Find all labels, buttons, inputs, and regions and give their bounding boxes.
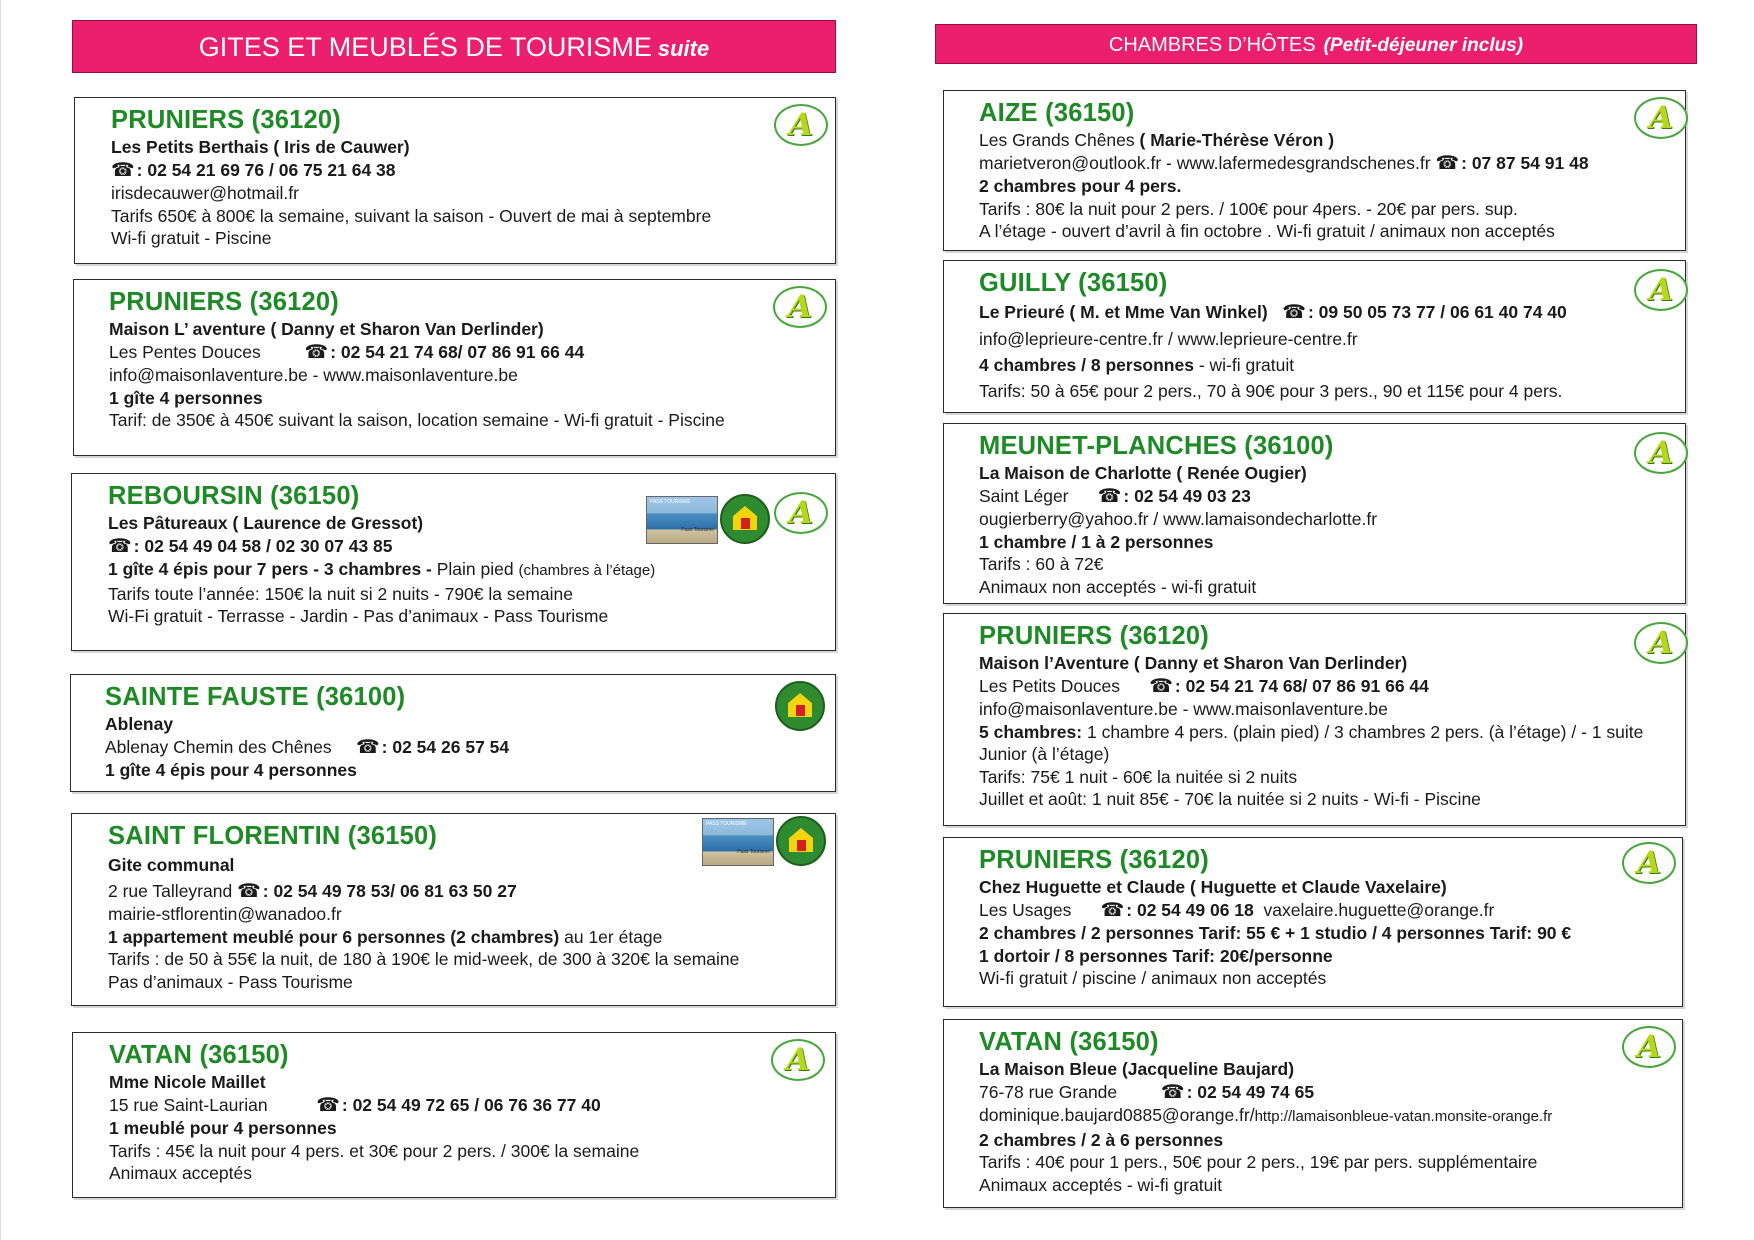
listing-web: info@maisonlaventure.be - www.maisonlaventure.be xyxy=(109,365,518,385)
phone-icon: ☎ xyxy=(1100,899,1125,921)
accueil-velo-icon: A xyxy=(1634,432,1688,474)
listing-web: ougierberry@yahoo.fr / www.lamaisondecharlotte.fr xyxy=(979,509,1378,529)
listing-name: Ablenay xyxy=(105,714,174,734)
phone-icon: ☎ xyxy=(355,736,380,758)
listing-phone: 02 54 21 69 76 / 06 75 21 64 38 xyxy=(147,159,396,180)
listing-amenities: Animaux acceptés - wi-fi gratuit xyxy=(979,1174,1223,1195)
listing-capacity: 1 gîte 4 personnes xyxy=(109,387,263,408)
listing-address: Les Pentes Douces xyxy=(109,341,261,362)
section-banner-gites xyxy=(72,20,836,73)
listing-name: Maison L’ aventure ( Danny et Sharon Van Derlinder) xyxy=(109,319,544,339)
listing-address: Saint Léger xyxy=(979,485,1069,506)
listing-card: VATAN (36150) La Maison Bleue (Jacqueline Baujard) 76-78 rue Grande ☎ : 02 54 49 74 65 dominique.baujard0885@orange.fr/http://lamaisonbleue-vatan.monsite-orange.fr 2 chambres / 2 à 6 personnes Tarifs : 40€ pour 1 pers., 50€ pour 2 pers., 19€ par pers. supplémentaire Animaux acceptés - wi-fi gratuit A xyxy=(943,1019,1683,1208)
listing-amenities: Animaux non acceptés - wi-fi gratuit xyxy=(979,576,1257,597)
accueil-velo-icon: A xyxy=(1622,842,1676,884)
listing-rates: Tarifs : 40€ pour 1 pers., 50€ pour 2 pers., 19€ par pers. supplémentaire xyxy=(979,1152,1538,1172)
listing-rates: Tarifs 650€ à 800€ la semaine, suivant la saison - Ouvert de mai à septembre xyxy=(111,205,712,226)
listing-name: Mme Nicole Maillet xyxy=(109,1072,266,1092)
listing-name: Gite communal xyxy=(108,855,235,875)
phone-icon: ☎ xyxy=(304,341,329,363)
listing-capacity: 5 chambres: xyxy=(979,721,1083,742)
listing-email: irisdecauwer@hotmail.fr xyxy=(111,183,299,203)
accueil-velo-icon: A xyxy=(773,286,827,328)
listing-capacity-detail: Plain pied xyxy=(436,559,519,579)
gites-de-france-icon xyxy=(775,681,825,731)
listing-title: AIZE (36150) xyxy=(979,99,1135,127)
listing-amenities: Wi-Fi gratuit - Terrasse - Jardin - Pas d’animaux - Pass Tourisme xyxy=(108,606,609,626)
listing-amenities: Pas d’animaux - Pass Tourisme xyxy=(108,971,353,992)
listing-rates: Tarifs : 45€ la nuit pour 4 pers. et 30€ pour 2 pers. / 300€ la semaine xyxy=(109,1140,640,1161)
pass-tourisme-photo: PASS TOURISME Pass Tourisme xyxy=(702,818,774,866)
listing-rates: Tarifs toute l’année: 150€ la nuit si 2 nuits - 790€ la semaine xyxy=(108,583,574,604)
phone-icon: ☎ xyxy=(1149,675,1173,697)
accueil-velo-icon: A xyxy=(1622,1026,1676,1068)
listing-capacity: 1 chambre / 1 à 2 personnes xyxy=(979,531,1214,552)
listing-amenities: A l’étage - ouvert d’avril à fin octobre . Wi-fi gratuit / animaux non acceptés xyxy=(979,221,1555,241)
listing-card: PRUNIERS (36120) Chez Huguette et Claude ( Huguette et Claude Vaxelaire) Les Usages ☎ : 02 54 49 06 18 vaxelaire.huguette@orange.fr 2 chambres / 2 personnes Tarif: 55 € + 1 studio / 4 personnes Tarif: 90 € 1 dortoir / 8 personnes Tarif: 20€/personne Wi-fi gratuit / piscine / animaux non acceptés A xyxy=(943,837,1683,1007)
accueil-velo-icon: A xyxy=(774,492,828,534)
accueil-velo-icon: A xyxy=(771,1039,825,1081)
listing-title: VATAN (36150) xyxy=(979,1028,1159,1056)
phone-icon: ☎ xyxy=(1097,485,1122,507)
banner-suite: suite xyxy=(657,36,710,61)
page-edge xyxy=(0,0,1,1240)
listing-web: marietveron@outlook.fr - www.lafermedesgrandschenes.fr xyxy=(979,152,1436,173)
listing-capacity-detail: 1 chambre 4 pers. (plain pied) / 3 chambres 2 pers. (à l’étage) / - 1 suite Junior (à l’étage) xyxy=(979,721,1644,764)
listing-name: La Maison Bleue (Jacqueline Baujard) xyxy=(979,1059,1295,1079)
listing-phone: 02 54 21 74 68/ 07 86 91 66 44 xyxy=(1185,675,1429,696)
listing-phone: 02 54 21 74 68/ 07 86 91 66 44 xyxy=(340,341,585,362)
listing-rates: Tarifs: 75€ 1 nuit - 60€ la nuitée si 2 nuits xyxy=(979,766,1298,787)
section-banner-chambres xyxy=(935,24,1697,64)
phone-icon: ☎ xyxy=(1435,152,1460,174)
listing-name: Maison l’Aventure ( Danny et Sharon Van Derlinder) xyxy=(979,653,1408,673)
listing-card: PRUNIERS (36120) Les Petits Berthais ( Iris de Cauwer) ☎ : 02 54 21 69 76 / 06 75 21 64 38 irisdecauwer@hotmail.fr Tarifs 650€ à 800€ la semaine, suivant la saison - Ouvert de mai à septembre Wi-fi gratuit - Piscine A xyxy=(74,97,836,264)
accueil-velo-icon: A xyxy=(774,104,828,146)
listing-name: Les Petits Berthais ( Iris de Cauwer) xyxy=(111,137,410,157)
listing-title: SAINTE FAUSTE (36100) xyxy=(105,683,406,711)
listing-card: PRUNIERS (36120) Maison L’ aventure ( Danny et Sharon Van Derlinder) Les Pentes Douces ☎ : 02 54 21 74 68/ 07 86 91 66 44 info@maisonlaventure.be - www.maisonlaventure.be 1 gîte 4 personnes Tarif: de 350€ à 450€ suivant la saison, location semaine - Wi-fi gratuit - Piscine A xyxy=(73,279,836,456)
listing-email: mairie-stflorentin@wanadoo.fr xyxy=(108,904,342,924)
phone-icon: ☎ xyxy=(111,159,135,181)
gites-de-france-icon xyxy=(776,816,826,866)
listing-phone: 09 50 05 73 77 / 06 61 40 74 40 xyxy=(1318,302,1567,322)
accueil-velo-icon: A xyxy=(1634,97,1688,139)
listing-name: Chez Huguette et Claude ( Huguette et Claude Vaxelaire) xyxy=(979,877,1447,897)
listing-email: dominique.baujard0885@orange.fr/ xyxy=(979,1105,1255,1125)
listing-title: PRUNIERS (36120) xyxy=(979,622,1209,650)
listing-amenities: Animaux acceptés xyxy=(109,1163,252,1183)
listing-title: REBOURSIN (36150) xyxy=(108,482,360,510)
listing-capacity: 1 gîte 4 épis pour 7 pers - 3 chambres - xyxy=(108,559,437,579)
listing-capacity: 2 chambres / 2 à 6 personnes xyxy=(979,1129,1224,1150)
listing-capacity: 2 chambres pour 4 pers. xyxy=(979,176,1182,196)
listing-title: PRUNIERS (36120) xyxy=(109,288,339,316)
listing-phone: 02 54 49 74 65 xyxy=(1197,1081,1315,1102)
listing-web: info@leprieure-centre.fr / www.leprieure-centre.fr xyxy=(979,329,1358,349)
listing-name: Les Grands Chênes xyxy=(979,130,1140,150)
listing-url: http://lamaisonbleue-vatan.monsite-orange.fr xyxy=(1254,1108,1553,1125)
banner-suite: (Petit-déjeuner inclus) xyxy=(1323,35,1524,56)
listing-name: La Maison de Charlotte ( Renée Ougier) xyxy=(979,463,1307,483)
listing-title: PRUNIERS (36120) xyxy=(111,106,341,134)
listing-card: REBOURSIN (36150) Les Pâtureaux ( Laurence de Gressot) ☎ : 02 54 49 04 58 / 02 30 07 43 85 1 gîte 4 épis pour 7 pers - 3 chambres - Plain pied (chambres à l’étage) Tarifs toute l’année: 150€ la nuit si 2 nuits - 790€ la semaine Wi-Fi gratuit - Terrasse - Jardin - Pas d’animaux - Pass Tourisme PASS TOURISME Pass Tourisme A xyxy=(71,473,836,651)
accueil-velo-icon: A xyxy=(1634,269,1688,311)
listing-capacity: 1 appartement meublé pour 6 personnes (2 chambres) xyxy=(108,926,560,947)
listing-card: MEUNET-PLANCHES (36100) La Maison de Charlotte ( Renée Ougier) Saint Léger ☎ : 02 54 49 03 23 ougierberry@yahoo.fr / www.lamaisondecharlotte.fr 1 chambre / 1 à 2 personnes Tarifs : 60 à 72€ Animaux non acceptés - wi-fi gratuit A xyxy=(943,423,1686,604)
listing-capacity-extra: 1 dortoir / 8 personnes Tarif: 20€/personne xyxy=(979,945,1333,966)
listing-rates: Tarifs : 60 à 72€ xyxy=(979,554,1104,574)
listing-title: PRUNIERS (36120) xyxy=(979,846,1209,874)
listing-phone: 02 54 49 78 53/ 06 81 63 50 27 xyxy=(273,880,517,901)
listing-address: Les Petits Douces xyxy=(979,675,1121,696)
listing-rates: Tarifs: 50 à 65€ pour 2 pers., 70 à 90€ pour 3 pers., 90 et 115€ pour 4 pers. xyxy=(979,381,1563,401)
listing-rates: Tarif: de 350€ à 450€ suivant la saison, location semaine - Wi-fi gratuit - Piscine xyxy=(109,410,725,430)
listing-card: GUILLY (36150) Le Prieuré ( M. et Mme Van Winkel) ☎ : 09 50 05 73 77 / 06 61 40 74 40 info@leprieure-centre.fr / www.leprieure-centre.fr 4 chambres / 8 personnes - wi-fi gratuit Tarifs: 50 à 65€ pour 2 pers., 70 à 90€ pour 3 pers., 90 et 115€ pour 4 pers. A xyxy=(943,260,1686,413)
phone-icon: ☎ xyxy=(316,1094,340,1116)
phone-icon: ☎ xyxy=(108,535,132,557)
phone-icon: ☎ xyxy=(237,880,261,902)
listing-capacity-detail: au 1er étage xyxy=(559,926,663,947)
listing-capacity: 1 gîte 4 épis pour 4 personnes xyxy=(105,760,357,780)
accueil-velo-icon: A xyxy=(1634,622,1688,664)
listing-rates: Tarifs : 80€ la nuit pour 2 pers. / 100€ pour 4pers. - 20€ par pers. sup. xyxy=(979,198,1518,219)
listing-amenities: Wi-fi gratuit / piscine / animaux non acceptés xyxy=(979,968,1327,988)
listing-address: Les Usages xyxy=(979,899,1072,920)
listing-phone: 07 87 54 91 48 xyxy=(1471,152,1589,173)
listing-card: SAINT FLORENTIN (36150) Gite communal 2 rue Talleyrand ☎ : 02 54 49 78 53/ 06 81 63 50 27 mairie-stflorentin@wanadoo.fr 1 appartement meublé pour 6 personnes (2 chambres) au 1er étage Tarifs : de 50 à 55€ la nuit, de 180 à 190€ le mid-week, de 300 à 320€ la semaine Pas d’animaux - Pass Tourisme PASS TOURISME Pass Tourisme xyxy=(71,813,836,1006)
listing-host: ( Marie-Thérèse Véron ) xyxy=(1139,130,1335,150)
listing-title: MEUNET-PLANCHES (36100) xyxy=(979,432,1334,460)
listing-card: SAINTE FAUSTE (36100) Ablenay Ablenay Chemin des Chênes ☎ : 02 54 26 57 54 1 gîte 4 épis pour 4 personnes xyxy=(70,674,836,792)
listing-name: Le Prieuré ( M. et Mme Van Winkel) xyxy=(979,302,1268,322)
listing-capacity: 4 chambres / 8 personnes xyxy=(979,355,1199,375)
gites-de-france-icon xyxy=(720,494,770,544)
listing-amenities: Juillet et août: 1 nuit 85€ - 70€ la nuitée si 2 nuits - Wi-fi - Piscine xyxy=(979,789,1481,809)
listing-address: Ablenay Chemin des Chênes xyxy=(105,736,332,757)
listing-phone: 02 54 49 04 58 / 02 30 07 43 85 xyxy=(144,535,393,556)
listing-capacity-note: (chambres à l’étage) xyxy=(518,562,656,579)
listing-capacity: 2 chambres / 2 personnes Tarif: 55 € + 1 studio / 4 personnes Tarif: 90 € xyxy=(979,923,1572,943)
listing-phone: 02 54 49 72 65 / 06 76 36 77 40 xyxy=(352,1094,601,1115)
listing-title: GUILLY (36150) xyxy=(979,269,1168,297)
listing-title: SAINT FLORENTIN (36150) xyxy=(108,822,438,850)
listing-card: VATAN (36150) Mme Nicole Maillet 15 rue Saint-Laurian ☎ : 02 54 49 72 65 / 06 76 36 77 40 1 meublé pour 4 personnes Tarifs : 45€ la nuit pour 4 pers. et 30€ pour 2 pers. / 300€ la semaine Animaux acceptés A xyxy=(72,1032,836,1198)
listing-card: PRUNIERS (36120) Maison l’Aventure ( Danny et Sharon Van Derlinder) Les Petits Douces ☎ : 02 54 21 74 68/ 07 86 91 66 44 info@maisonlaventure.be - www.maisonlaventure.be 5 chambres: 1 chambre 4 pers. (plain pied) / 3 chambres 2 pers. (à l’étage) / - 1 suite Junior (à l’étage) Tarifs: 75€ 1 nuit - 60€ la nuitée si 2 nuits Juillet et août: 1 nuit 85€ - 70€ la nuitée si 2 nuits - Wi-fi - Piscine A xyxy=(943,613,1686,826)
listing-address: 2 rue Talleyrand xyxy=(108,880,233,901)
phone-icon: ☎ xyxy=(1282,302,1306,323)
listing-rates: Tarifs : de 50 à 55€ la nuit, de 180 à 190€ le mid-week, de 300 à 320€ la semaine xyxy=(108,949,740,969)
listing-title: VATAN (36150) xyxy=(109,1041,289,1069)
listing-name: Les Pâtureaux ( Laurence de Gressot) xyxy=(108,513,424,533)
listing-card: AIZE (36150) Les Grands Chênes ( Marie-Thérèse Véron ) marietveron@outlook.fr - www.lafermedesgrandschenes.fr ☎ : 07 87 54 91 48 2 chambres pour 4 pers. Tarifs : 80€ la nuit pour 2 pers. / 100€ pour 4pers. - 20€ par pers. sup. A l’étage - ouvert d’avril à fin octobre . Wi-fi gratuit / animaux non acceptés A xyxy=(943,90,1686,251)
listing-amenities: Wi-fi gratuit - Piscine xyxy=(111,228,272,248)
listing-address: 15 rue Saint-Laurian xyxy=(109,1094,268,1115)
listing-capacity-detail: - wi-fi gratuit xyxy=(1198,355,1295,375)
listing-phone: 02 54 49 03 23 xyxy=(1134,485,1251,506)
pass-tourisme-photo: PASS TOURISME Pass Tourisme xyxy=(646,496,718,544)
banner-title: CHAMBRES D’HÔTES xyxy=(1108,34,1316,56)
banner-title: GITES ET MEUBLÉS DE TOURISME xyxy=(198,32,652,62)
listing-phone: 02 54 26 57 54 xyxy=(392,736,510,757)
listing-capacity: 1 meublé pour 4 personnes xyxy=(109,1118,337,1138)
phone-icon: ☎ xyxy=(1160,1081,1185,1103)
listing-phone: 02 54 49 06 18 xyxy=(1136,899,1254,920)
listing-email: vaxelaire.huguette@orange.fr xyxy=(1263,899,1495,920)
listing-web: info@maisonlaventure.be - www.maisonlaventure.be xyxy=(979,699,1388,719)
listing-address: 76-78 rue Grande xyxy=(979,1081,1118,1102)
